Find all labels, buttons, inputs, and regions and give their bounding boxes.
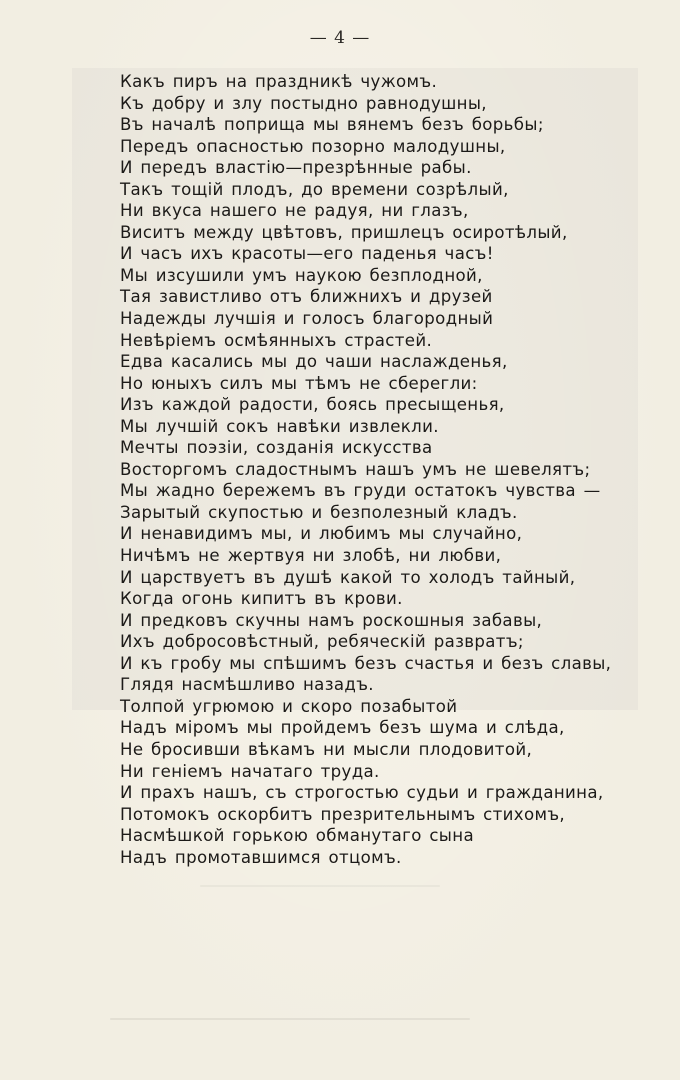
poem-line: Мы жадно бережемъ въ груди остатокъ чувства — [120,481,601,501]
poem-line: Но юныхъ силъ мы тѣмъ не сберегли: [120,373,478,393]
poem-line: Такъ тощій плодъ, до времени созрѣлый, [120,179,509,199]
poem-line: И передъ властію—презрѣнные рабы. [120,158,472,178]
poem-line: Мечты поэзіи, созданія искусства [120,438,433,458]
poem-line: Невѣріемъ осмѣянныхъ страстей. [120,330,433,350]
poem-line: Виситъ между цвѣтовъ, пришлецъ осиротѣлый, [120,222,568,242]
poem-line: Передъ опасностью позорно малодушны, [120,136,506,156]
poem-line: Въ началѣ поприща мы вянемъ безъ борьбы; [120,115,544,135]
poem-line: Насмѣшкой горькою обманутаго сына [120,826,474,846]
poem-line: Къ добру и злу постыдно равнодушны, [120,93,487,113]
poem-line: Когда огонь кипитъ въ крови. [120,589,403,609]
poem-line: Не бросивши вѣкамъ ни мысли плодовитой, [120,739,533,759]
poem-line: Надежды лучшія и голосъ благородный [120,309,494,329]
poem-line: Едва касались мы до чаши наслажденья, [120,352,508,372]
poem-line: Ни геніемъ начатаго труда. [120,761,380,781]
poem-line: Тая завистливо отъ ближнихъ и друзей [120,287,493,307]
poem-line: И прахъ нашъ, съ строгостью судьи и гражданина, [120,783,604,803]
poem-line: Изъ каждой радости, боясь пресыщенья, [120,395,505,415]
poem-line: Ихъ добросовѣстный, ребяческій развратъ; [120,632,524,652]
poem-line: Глядя насмѣшливо назадъ. [120,675,374,695]
poem-line: И предковъ скучны намъ роскошныя забавы, [120,610,543,630]
page-number: — 4 — [309,28,371,48]
bleed-through-mark [110,1018,470,1020]
bleed-through-mark [200,885,440,887]
poem-line: Мы лучшій сокъ навѣки извлекли. [120,416,439,436]
poem-line: Восторгомъ сладостнымъ нашъ умъ не шевелятъ; [120,459,591,479]
poem-line: Мы изсушили умъ наукою безплодной, [120,265,483,285]
poem-line: Зарытый скупостью и безполезный кладъ. [120,502,518,522]
poem-line: Толпой угрюмою и скоро позабытой [120,696,458,716]
poem-line: И часъ ихъ красоты—его паденья часъ! [120,244,494,264]
poem-line: И къ гробу мы спѣшимъ безъ счастья и безъ славы, [120,653,612,673]
poem-text [120,71,660,868]
poem-line: Ни вкуса нашего не радуя, ни глазъ, [120,201,469,221]
poem-line: Потомокъ оскорбитъ презрительнымъ стихомъ, [120,804,566,824]
poem-line: Ничѣмъ не жертвуя ни злобѣ, ни любви, [120,546,502,566]
poem-line: Надъ промотавшимся отцомъ. [120,847,402,867]
poem-line: И царствуетъ въ душѣ какой то холодъ тайный, [120,567,576,587]
poem-line: И ненавидимъ мы, и любимъ мы случайно, [120,524,523,544]
poem-line: Надъ міромъ мы пройдемъ безъ шума и слѣда, [120,718,565,738]
poem-line: Какъ пиръ на праздникѣ чужомъ. [120,72,438,91]
